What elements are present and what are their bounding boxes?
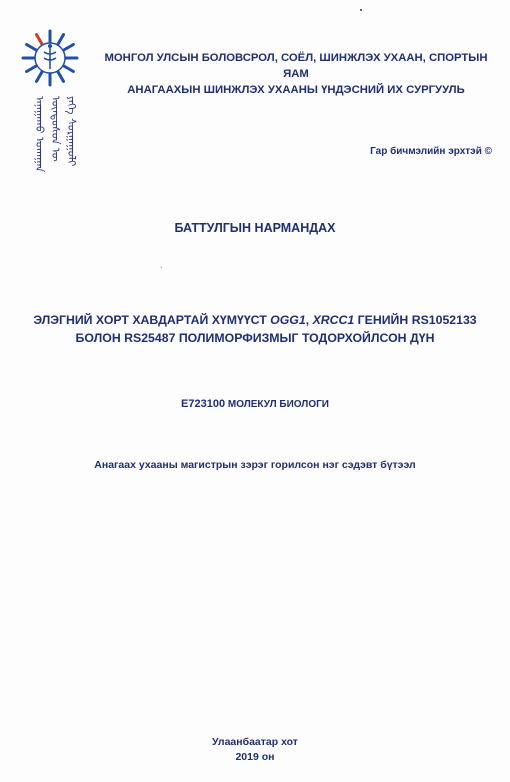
university-name: АНАГААХЫН ШИНЖЛЭХ УХААНЫ ҮНДЭСНИЙ ИХ СУРГУУЛЬ (127, 84, 465, 96)
city: Улаанбаатар хот (212, 736, 298, 748)
author-name: БАТТУЛГЫН НАРМАНДАХ (174, 221, 336, 235)
title-text: ЭЛЭГНИЙ ХОРТ ХАВДАРТАЙ ХҮМҮҮСТ (33, 313, 271, 327)
year: 2019 он (235, 751, 275, 763)
university-logo (20, 28, 92, 198)
degree-statement: Анагаах ухааны магистрын зэрэг горилсон нэг сэдэвт бүтээл (94, 459, 416, 471)
gene-name: XRCC1 (312, 313, 355, 327)
script-line: ᠶᠡᠬᠡ ᠰᠤᠷᠭᠠᠭᠤᠯᠢ (65, 96, 78, 167)
university-emblem-icon (20, 28, 80, 88)
thesis-title (10, 311, 500, 347)
copyright-notice: Гар бичмэлийн эрхтэй © (370, 146, 492, 157)
mongolian-script-name (34, 96, 94, 206)
title-text: ГЕНИЙН RS1052133 (354, 313, 477, 327)
gene-name: OGG1 (270, 313, 306, 327)
specialty (0, 398, 510, 410)
specialty-code: E723100 (181, 398, 226, 410)
specialty-name: МОЛЕКУЛ БИОЛОГИ (227, 399, 329, 410)
title-separator: , (305, 313, 313, 327)
speck (360, 9, 362, 11)
title-line-1 (10, 311, 500, 329)
speck: ˎ (160, 258, 163, 268)
script-line: ᠦᠨᠳᠦᠰᠦᠨ ᠦ (49, 96, 62, 162)
place-and-year (0, 735, 510, 765)
institution-header (96, 50, 496, 98)
script-line: ᠠᠨᠠᠭᠠᠬᠤ ᠤᠬᠠᠭᠠᠨ (33, 96, 46, 173)
title-line-2: БОЛОН RS25487 ПОЛИМОРФИЗМЫГ ТОДОРХОЙЛСОН ДҮН (75, 331, 435, 345)
ministry-name: МОНГОЛ УЛСЫН БОЛОВСРОЛ, СОЁЛ, ШИНЖЛЭХ УХААН, СПОРТЫН ЯАМ (104, 52, 488, 80)
